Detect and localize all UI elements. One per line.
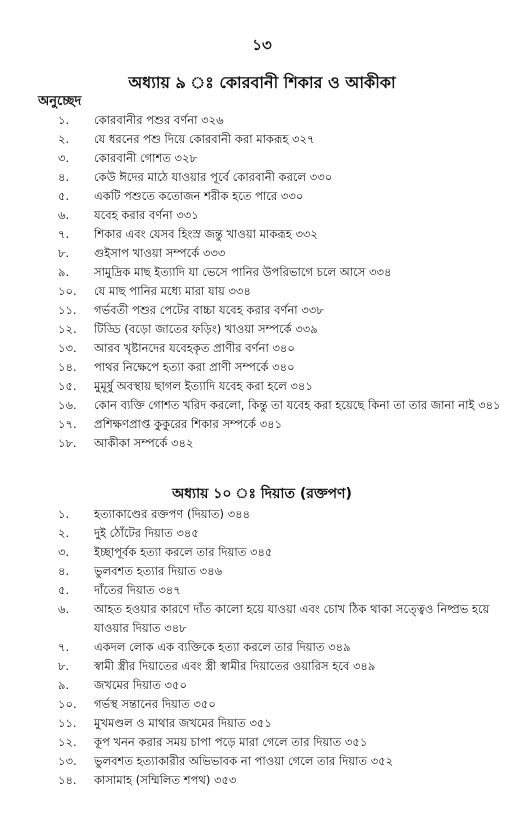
contents-item <box>0 339 524 358</box>
contents-item <box>0 543 524 562</box>
item-title: যবেহ করার বর্ণনা ৩৩১ <box>94 208 199 222</box>
item-number: ৭. <box>58 227 70 241</box>
item-title: প্রশিক্ষণপ্রাপ্ত কুকুরের শিকার সম্পর্কে ৩৪১ <box>94 417 283 431</box>
contents-item <box>0 434 524 453</box>
item-title: কূপ খনন করার সময় চাপা পড়ে মারা গেলে তার দিয়াত ৩৫১ <box>94 735 368 749</box>
item-number: ১. <box>58 507 70 521</box>
chapter-9-contents-list <box>0 111 524 453</box>
item-title: একটি পশুতে কতোজন শরীক হতে পারে ৩৩০ <box>94 189 304 203</box>
item-title: গর্ভবতী পশুর পেটের বাচ্চা যবেহ করার বর্ণনা ৩৩৮ <box>94 303 324 317</box>
chapter-10-title: অধ্যায় ১০ ঃ দিয়াত (রক্তপণ) <box>172 486 352 502</box>
contents-item <box>0 149 524 168</box>
item-number: ৩. <box>58 545 70 559</box>
contents-item <box>0 111 524 130</box>
item-number: ৬. <box>58 208 70 222</box>
item-title: কাসামাহ (সম্মিলিত শপথ) ৩৫৩ <box>94 773 237 787</box>
item-number: ৭. <box>58 640 70 654</box>
item-title: স্বামী স্ত্রীর দিয়াতের এবং স্ত্রী স্বামীর দিয়াতের ওয়ারিস হবে ৩৪৯ <box>94 659 376 673</box>
item-title: আরব খৃষ্টানদের যবেহকৃত প্রাণীর বর্ণনা ৩৪০ <box>94 341 295 355</box>
contents-item <box>0 771 524 790</box>
item-number: ১৫. <box>58 379 77 393</box>
contents-item <box>0 657 524 676</box>
item-title: মুখমণ্ডল ও মাথার জখমের দিয়াত ৩৫১ <box>94 716 272 730</box>
item-number: ৫. <box>58 583 70 597</box>
item-number: ১. <box>58 113 70 127</box>
contents-item <box>0 282 524 301</box>
item-title: যে মাছ পানির মধ্যে মারা যায় ৩৩৪ <box>94 284 251 298</box>
item-number: ৬. <box>58 602 70 616</box>
section-label: অনুচ্ছেদ <box>38 94 82 109</box>
item-number: ১৪. <box>58 360 77 374</box>
item-number: ১১. <box>58 716 77 730</box>
item-title: পাথর নিক্ষেপে হত্যা করা প্রাণী সম্পর্কে ৩৪০ <box>94 360 295 374</box>
contents-item <box>0 225 524 244</box>
contents-item <box>0 130 524 149</box>
contents-item <box>0 396 524 415</box>
item-number: ১১. <box>58 303 77 317</box>
contents-item <box>0 733 524 752</box>
item-title: গর্ভস্থ সন্তানের দিয়াত ৩৫০ <box>94 697 216 711</box>
contents-item <box>0 415 524 434</box>
chapter-10-contents-list <box>0 505 524 790</box>
item-title: ভুলবশত হত্যার দিয়াত ৩৪৬ <box>94 564 223 578</box>
item-title: কোরবানী গোশত ৩২৮ <box>94 151 197 165</box>
item-number: ১২. <box>58 735 77 749</box>
contents-item <box>0 752 524 771</box>
contents-item <box>0 263 524 282</box>
item-number: ৮. <box>58 246 70 260</box>
contents-item <box>0 187 524 206</box>
item-title: জখমের দিয়াত ৩৫০ <box>94 678 187 692</box>
item-number: ১৬. <box>58 398 77 412</box>
item-title: টিড্ডি (বড়ো জাতের ফড়িং) খাওয়া সম্পর্কে ৩৩৯ <box>94 322 318 336</box>
item-number: ৩. <box>58 151 70 165</box>
item-title: শিকার এবং যেসব হিংস্র জন্তু খাওয়া মাকরূহ ৩৩২ <box>94 227 318 241</box>
item-number: ১২. <box>58 322 77 336</box>
item-number: ৫. <box>58 189 70 203</box>
item-title: গুইসাপ খাওয়া সম্পর্কে ৩৩৩ <box>94 246 226 260</box>
contents-item <box>0 505 524 524</box>
contents-item <box>0 377 524 396</box>
item-title: দুই ঠোঁটের দিয়াত ৩৪৫ <box>94 526 199 540</box>
item-number: ৪. <box>58 564 70 578</box>
item-number: ১৪. <box>58 773 77 787</box>
contents-item <box>0 524 524 543</box>
contents-item <box>0 695 524 714</box>
item-title: আহত হওয়ার কারণে দাঁত কালো হয়ে যাওয়া এবং চোখ ঠিক থাকা সত্ত্বেও নিষ্প্রভ হয়ে যাওয়ার দিয়াত ৩৪৮ <box>94 602 490 635</box>
item-number: ২. <box>58 526 70 540</box>
item-title: আকীকা সম্পর্কে ৩৪২ <box>94 436 194 450</box>
chapter-9-title: অধ্যায় ৯ ঃ কোরবানী শিকার ও আকীকা <box>128 73 396 92</box>
item-number: ১৩. <box>58 754 77 768</box>
item-title: কোরবানীর পশুর বর্ণনা ৩২৬ <box>94 113 224 127</box>
item-number: ১৮. <box>58 436 77 450</box>
item-title: ইচ্ছাপূর্বক হত্যা করলে তার দিয়াত ৩৪৫ <box>94 545 273 559</box>
contents-item <box>0 244 524 263</box>
contents-item <box>0 358 524 377</box>
item-number: ২. <box>58 132 70 146</box>
item-title: মুমূর্ষু অবস্থায় ছাগল ইত্যাদি যবেহ করা হলে ৩৪১ <box>94 379 313 393</box>
contents-item <box>0 301 524 320</box>
item-title: দাঁতের দিয়াত ৩৪৭ <box>94 583 181 597</box>
item-number: ৪. <box>58 170 70 184</box>
item-number: ১৩. <box>58 341 77 355</box>
item-number: ১৭. <box>58 417 77 431</box>
contents-item <box>0 562 524 581</box>
contents-item <box>0 676 524 695</box>
item-title: কেউ ঈদের মাঠে যাওয়ার পূর্বে কোরবানী করলে ৩৩০ <box>94 170 333 184</box>
page-number: ১৩ <box>252 36 272 54</box>
contents-item <box>0 581 524 600</box>
item-number: ৯. <box>58 265 70 279</box>
contents-item <box>0 320 524 339</box>
item-title: একদল লোক এক ব্যক্তিকে হত্যা করলে তার দিয়াত ৩৪৯ <box>94 640 351 654</box>
item-number: ৯. <box>58 678 70 692</box>
item-number: ৮. <box>58 659 70 673</box>
contents-item <box>0 638 524 657</box>
contents-item <box>0 206 524 225</box>
item-title: যে ধরনের পশু দিয়ে কোরবানী করা মাকরূহ ৩২৭ <box>94 132 315 146</box>
contents-item <box>0 168 524 187</box>
item-title: ভুলবশত হত্যাকারীর অভিভাবক না পাওয়া গেলে তার দিয়াত ৩৫২ <box>94 754 394 768</box>
item-title: কোন ব্যক্তি গোশত খরিদ করলো, কিন্তু তা যবেহ করা হয়েছে কিনা তা তার জানা নাই ৩৪১ <box>94 398 501 412</box>
contents-item <box>0 600 524 638</box>
item-title: সামুদ্রিক মাছ ইত্যাদি যা ভেসে পানির উপরিভাগে চলে আসে ৩৩৪ <box>94 265 392 279</box>
contents-item <box>0 714 524 733</box>
item-number: ১০. <box>58 697 77 711</box>
item-title: হত্যাকাণ্ডের রক্তপণ (দিয়াত) ৩৪৪ <box>94 507 251 521</box>
item-number: ১০. <box>58 284 77 298</box>
